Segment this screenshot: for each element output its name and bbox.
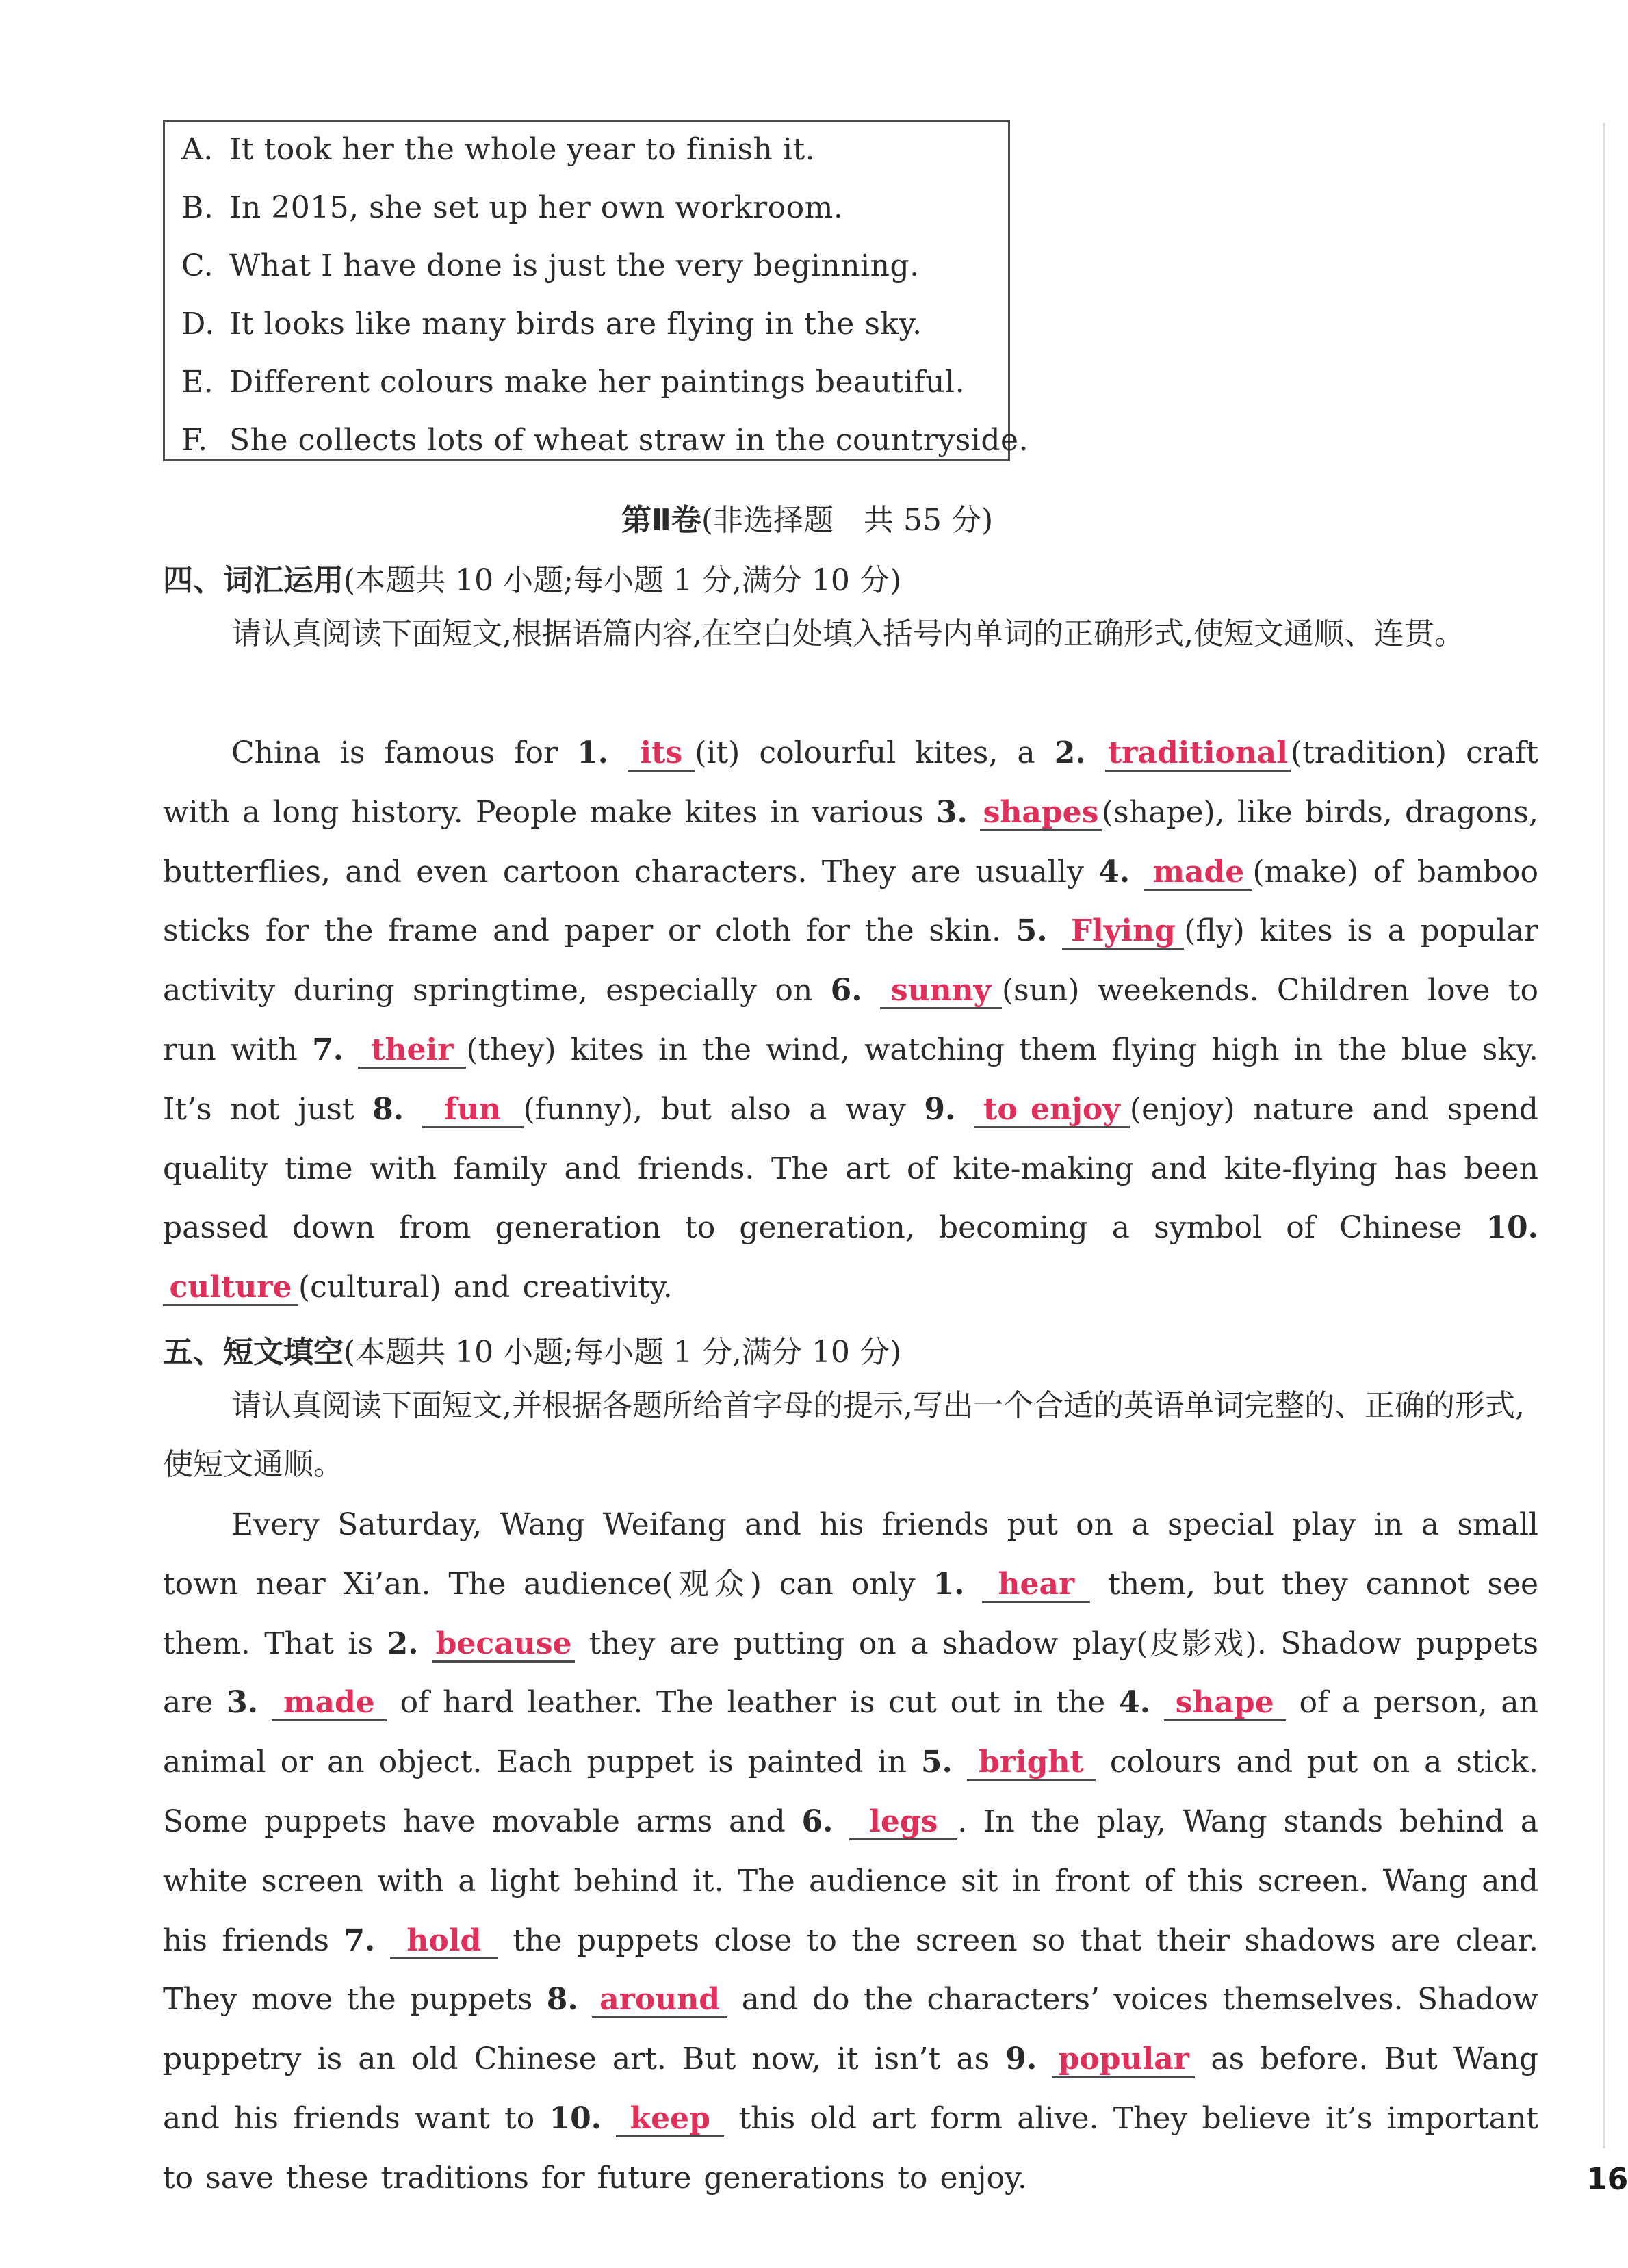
answer-blank: hold: [390, 1925, 498, 1959]
answer-blank: made: [272, 1686, 387, 1721]
answer-blank: around: [592, 1983, 727, 2018]
answer-blank: its: [628, 737, 695, 772]
answer-blank: Flying: [1062, 915, 1184, 950]
answer-blank: culture: [163, 1271, 298, 1306]
answer-blank: keep: [616, 2102, 724, 2137]
answer-blank: to enjoy: [974, 1093, 1130, 1128]
option-f: F. She collects lots of wheat straw in the countryside.: [181, 423, 1029, 458]
answer-blank: shape: [1164, 1686, 1286, 1721]
option-c: C. What I have done is just the very beginning.: [181, 248, 920, 283]
answer-blank: hear: [982, 1568, 1090, 1603]
answer-blank: their: [358, 1034, 466, 1069]
section4-heading: 四、词汇运用(本题共 10 小题;每小题 1 分,满分 10 分): [163, 563, 902, 598]
answer-blank: traditional: [1105, 737, 1291, 772]
section4-passage: China is famous for 1. its (it) colourful kites, a 2. traditional(tradition) craft with a long history. People make kites in various 3. shapes (shape), like birds, dragons, butterflies, and even cartoon characters. They are usually 4. made (make) of bamboo sticks for the frame and paper or cloth for the skin. 5. Flying (fly) kites is a popular activity during springtime, especially on 6. sunny (sun) weekends. Children love to run with 7. their (they) kites in the wind, watching them flying high in the blue sky. It’s not just 8. fun (funny), but also a way 9. to enjoy (enjoy) nature and spend quality time with family and friends. The art of kite-making and kite-flying has been passed down from generation to generation, becoming a symbol of Chinese 10. culture (cultural) and creativity.: [163, 735, 1539, 1305]
options-box: [163, 120, 1029, 461]
volume-title: 第Ⅱ卷(非选择题 共 55 分): [621, 503, 994, 538]
section4-instruction: 请认真阅读下面短文,根据语篇内容,在空白处填入括号内单词的正确形式,使短文通顺、连贯。: [231, 616, 1464, 651]
answer-blank: sunny: [880, 974, 1002, 1009]
page-number: 16: [1586, 2162, 1628, 2197]
answer-blank: popular: [1052, 2043, 1195, 2078]
section5-passage: Every Saturday, Wang Weifang and his friends put on a special play in a small town near Xi’an. The audience(观众) can only 1. hear them, but they cannot see them. That is 2. because they are putting on a shadow play(皮影戏). Shadow puppets are 3. made of hard leather. The leather is cut out in the 4. shape of a person, an animal or an object. Each puppet is painted in 5. bright colours and put on a stick. Some puppets have movable arms and 6. legs . In the play, Wang stands behind a white screen with a light behind it. The audience sit in front of this screen. Wang and his friends 7. hold the puppets close to the screen so that their shadows are clear. They move the puppets 8. around and do the characters’ voices themselves. Shadow puppetry is an old Chinese art. But now, it isn’t as 9. popular as before. But Wang and his friends want to 10. keep this old art form alive. They believe it’s important to save these traditions for future generations to enjoy.: [163, 1507, 1538, 2195]
edge-divider: [1603, 123, 1605, 2148]
option-e: E. Different colours make her paintings beautiful.: [181, 365, 966, 400]
answer-blank: shapes: [980, 796, 1102, 831]
answer-blank: made: [1144, 856, 1252, 891]
option-b: B. In 2015, she set up her own workroom.: [181, 190, 844, 225]
answer-blank: legs: [849, 1806, 957, 1840]
section5-heading: 五、短文填空(本题共 10 小题;每小题 1 分,满分 10 分): [163, 1335, 902, 1370]
answer-blank: fun: [422, 1093, 524, 1128]
answer-blank: bright: [967, 1746, 1096, 1781]
option-d: D. It looks like many birds are flying in the sky.: [181, 307, 922, 341]
section5-instruction: 请认真阅读下面短文,并根据各题所给首字母的提示,写出一个合适的英语单词完整的、正确的形式,使短文通顺。: [163, 1388, 1525, 1482]
option-a: A. It took her the whole year to finish it.: [181, 132, 816, 167]
answer-blank: because: [432, 1628, 575, 1663]
